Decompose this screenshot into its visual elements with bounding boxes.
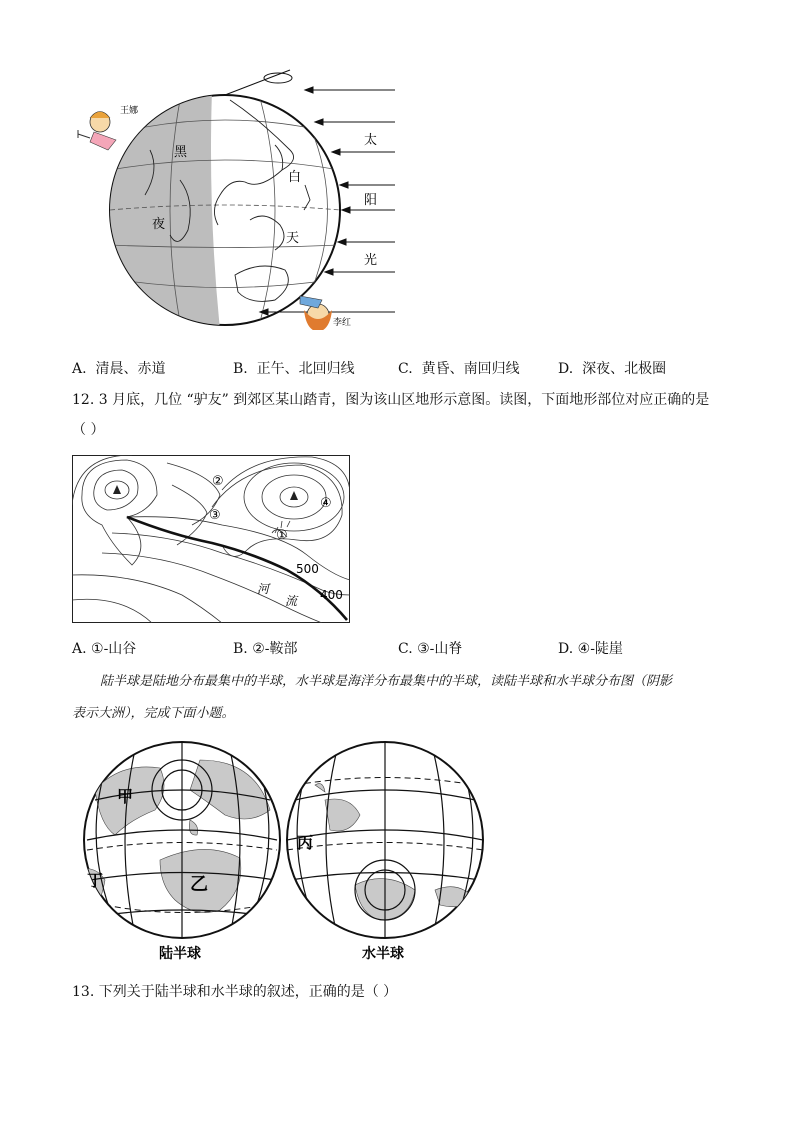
label-day-2: 天 bbox=[286, 231, 300, 246]
q11-option-c[interactable]: C. 黄昏、南回归线 bbox=[398, 361, 520, 377]
q13-stem: 13. 下列关于陆半球和水半球的叙述，正确的是（ ） bbox=[72, 984, 398, 1000]
land-mark-jia: 甲 bbox=[117, 787, 134, 806]
label-day-1: 白 bbox=[288, 170, 302, 185]
q11-option-b[interactable]: B. 正午、北回归线 bbox=[233, 361, 355, 377]
q12-stem-line2: （ ） bbox=[72, 422, 105, 438]
marker-3: ③ bbox=[209, 508, 221, 523]
land-mark-ding: 丁 bbox=[87, 871, 104, 890]
q11-globe-figure bbox=[60, 60, 420, 330]
girl-wangna-figure bbox=[78, 112, 116, 151]
girl-lihong-figure bbox=[300, 296, 332, 330]
land-mark-yi: 乙 bbox=[190, 874, 208, 895]
label-sun-3: 光 bbox=[364, 253, 378, 268]
q12-option-a[interactable]: A. ①-山谷 bbox=[72, 641, 137, 657]
q12-stem-line1: 12. 3 月底，几位 “驴友” 到郊区某山踏青，图为该山区地形示意图。读图，下面地形部位对应正确的是 bbox=[72, 392, 710, 408]
marker-2: ② bbox=[212, 474, 224, 489]
water-hemisphere bbox=[287, 742, 483, 962]
marker-1: ① bbox=[276, 528, 288, 543]
label-person-bottom: 李红 bbox=[333, 318, 352, 328]
water-mark-bing: 丙 bbox=[297, 833, 314, 852]
q12-option-c[interactable]: C. ③-山脊 bbox=[398, 641, 463, 657]
river-label-2: 流 bbox=[285, 594, 298, 608]
contour-label-400: 400 bbox=[320, 588, 343, 602]
intro-line1: 陆半球是陆地分布最集中的半球，水半球是海洋分布最集中的半球，读陆半球和水半球分布图（阴影 bbox=[100, 674, 673, 689]
marker-4: ④ bbox=[320, 496, 332, 511]
land-caption: 陆半球 bbox=[159, 946, 201, 962]
land-hemisphere bbox=[80, 742, 280, 962]
q12-option-d[interactable]: D. ④-陡崖 bbox=[558, 641, 623, 657]
q11-option-d[interactable]: D. 深夜、北极圈 bbox=[558, 361, 667, 377]
water-caption: 水半球 bbox=[362, 946, 404, 962]
label-sun-1: 太 bbox=[364, 133, 378, 148]
label-dark-1: 黑 bbox=[174, 145, 188, 160]
contour-label-500: 500 bbox=[296, 562, 319, 576]
q12-contour-map bbox=[72, 455, 350, 623]
hemisphere-figure bbox=[75, 740, 495, 965]
q12-option-b[interactable]: B. ②-鞍部 bbox=[233, 641, 298, 657]
intro-line2: 表示大洲），完成下面小题。 bbox=[72, 706, 235, 721]
label-sun-2: 阳 bbox=[364, 193, 378, 208]
river-label-1: 河 bbox=[257, 582, 270, 596]
label-person-top: 王娜 bbox=[120, 106, 139, 116]
label-dark-2: 夜 bbox=[152, 217, 166, 232]
q11-option-a[interactable]: A. 清晨、赤道 bbox=[72, 361, 166, 377]
